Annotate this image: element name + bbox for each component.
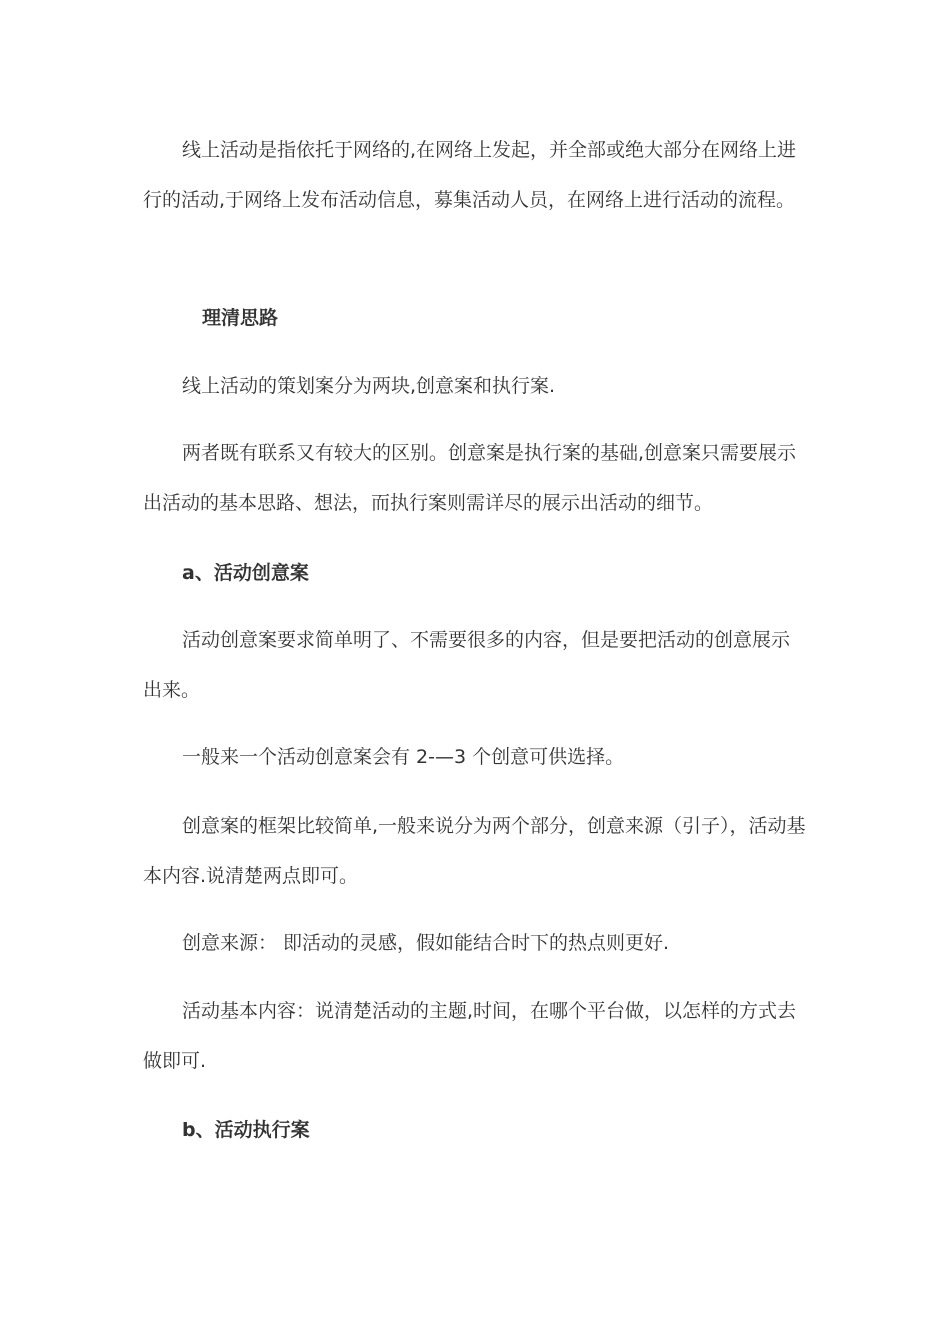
basic-content-paragraph: 活动基本内容：说清楚活动的主题,时间，在哪个平台做，以怎样的方式去做即可. [143, 1000, 797, 1072]
heading-section-b: b、活动执行案 [182, 1119, 310, 1141]
heading-clear-thinking: 理清思路 [202, 307, 279, 329]
plan-types-paragraph: 线上活动的策划案分为两块,创意案和执行案. [182, 375, 556, 397]
creative-plan-paragraph: 活动创意案要求简单明了、不需要很多的内容，但是要把活动的创意展示出来。 [143, 629, 791, 701]
framework-paragraph: 创意案的框架比较简单,一般来说分为两个部分，创意来源（引子），活动基本内容.说清楚两点即可。 [143, 815, 806, 887]
difference-paragraph: 两者既有联系又有较大的区别。创意案是执行案的基础,创意案只需要展示出活动的基本思路、想法，而执行案则需详尽的展示出活动的细节。 [143, 442, 797, 514]
creative-source-paragraph: 创意来源： 即活动的灵感，假如能结合时下的热点则更好. [182, 932, 670, 954]
intro-paragraph: 线上活动是指依托于网络的,在网络上发起，并全部或绝大部分在网络上进行的活动,于网络上发布活动信息，募集活动人员，在网络上进行活动的流程。 [143, 139, 797, 211]
creative-options-paragraph: 一般来一个活动创意案会有 2-—3 个创意可供选择。 [182, 746, 625, 768]
heading-section-a: a、活动创意案 [182, 562, 309, 584]
